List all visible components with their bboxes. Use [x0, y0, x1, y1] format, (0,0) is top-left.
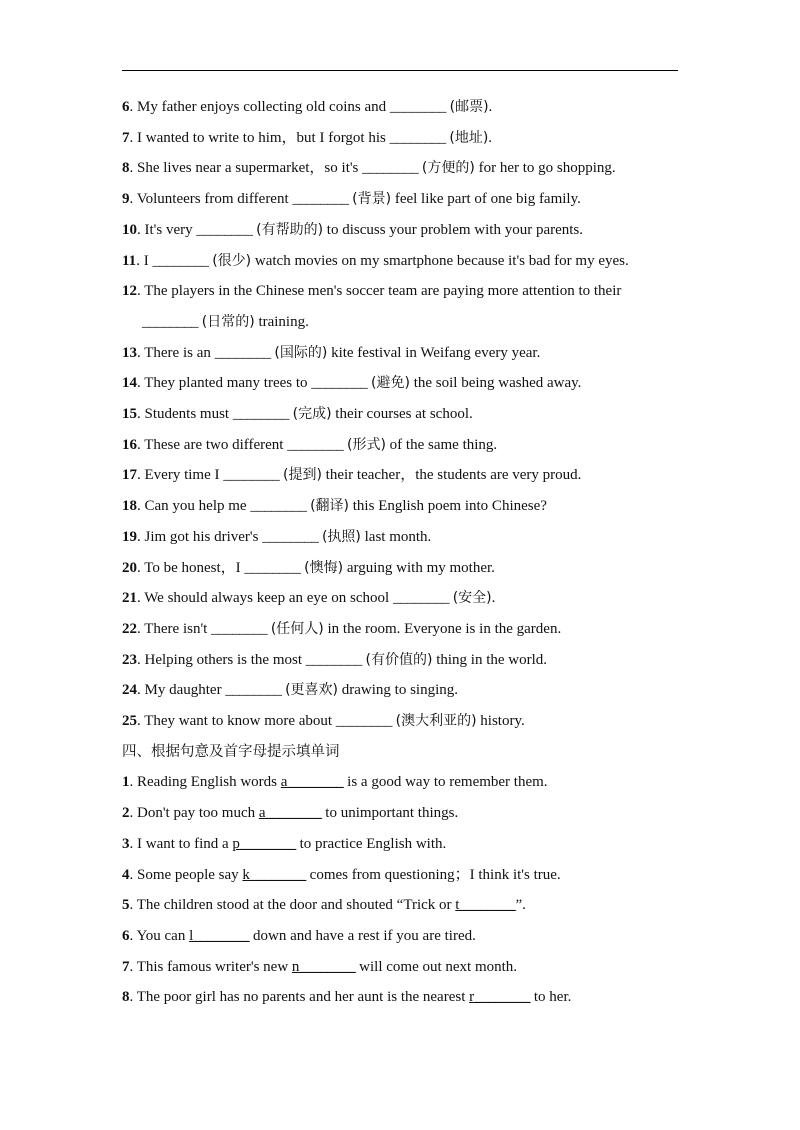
chinese-hint: (懊悔): [304, 559, 344, 576]
question-text: . My father enjoys collecting old coins and: [129, 99, 390, 115]
question-number: 18: [122, 498, 137, 515]
question-text: in the room. Everyone is in the garden.: [323, 620, 562, 637]
question-text: training.: [254, 313, 309, 330]
first-letter-hint: k: [242, 866, 250, 883]
question-text: watch movies on my smartphone because it's bad for my eyes.: [251, 252, 629, 269]
question-text: . They planted many trees to: [137, 375, 312, 392]
first-letter-hint: t: [455, 897, 460, 914]
answer-blank: ________: [196, 221, 253, 238]
answer-blank: ________: [392, 590, 449, 607]
question-row: [122, 982, 680, 1013]
chinese-hint: (很少): [212, 252, 252, 269]
question-text: . I: [136, 252, 153, 269]
answer-blank: ________: [239, 835, 296, 852]
answer-blank: ________: [225, 682, 282, 699]
first-letter-hint: r: [469, 989, 475, 1006]
part3-question-list: [122, 92, 680, 737]
question-row: [122, 921, 680, 952]
question-text: . This famous writer's new: [129, 958, 292, 975]
question-row: [122, 491, 680, 522]
question-text: . I want to find a: [129, 835, 233, 852]
question-text: comes from questioning；I think it's true.: [305, 866, 561, 883]
question-text: . Reading English words: [129, 774, 281, 791]
question-row: [122, 767, 680, 798]
question-text: . The children stood at the door and shouted “Trick or: [129, 897, 456, 914]
question-number: 8: [122, 160, 130, 177]
chinese-hint: (地址): [449, 129, 489, 146]
answer-blank: ________: [265, 805, 322, 822]
question-text: their teacher，the students are very proud.: [321, 467, 582, 484]
question-row: [122, 860, 680, 891]
answer-blank: ________: [299, 958, 356, 975]
question-text: .: [491, 590, 496, 607]
question-row: [122, 368, 680, 399]
answer-blank: ________: [287, 436, 344, 453]
chinese-hint: (邮票): [449, 99, 489, 115]
question-text: .: [488, 129, 493, 146]
question-text: kite festival in Weifang every year.: [327, 344, 541, 361]
question-number: 4: [122, 866, 130, 883]
question-row: [122, 276, 680, 337]
chinese-hint: (形式): [346, 436, 386, 453]
question-text: the soil being washed away.: [409, 375, 582, 392]
question-text: . Don't pay too much: [129, 805, 259, 822]
question-text: history.: [476, 713, 525, 730]
question-text: of the same thing.: [385, 436, 498, 453]
question-number: 1: [122, 774, 130, 791]
answer-blank: ________: [474, 989, 531, 1006]
first-letter-hint: p: [232, 835, 240, 852]
question-number: 16: [122, 436, 137, 453]
question-text: . These are two different: [137, 436, 288, 453]
question-row: [122, 583, 680, 614]
question-text: . Can you help me: [137, 498, 251, 515]
question-number: 8: [122, 989, 130, 1006]
question-text: . Students must: [137, 406, 233, 423]
question-text: . They want to know more about: [137, 713, 336, 730]
question-text: is a good way to remember them.: [343, 774, 548, 791]
answer-blank: ________: [232, 406, 289, 423]
question-number: 2: [122, 805, 130, 822]
question-text: . There isn't: [137, 620, 212, 637]
question-text: will come out next month.: [355, 958, 518, 975]
question-text: feel like part of one big family.: [391, 191, 581, 208]
letter-answer-blank: [455, 897, 515, 913]
question-text: . I wanted to write to him，but I forgot his: [129, 129, 390, 146]
answer-blank: ________: [335, 713, 392, 730]
first-letter-hint: a: [280, 774, 288, 791]
question-number: 7: [122, 958, 130, 975]
letter-answer-blank: [189, 928, 249, 944]
letter-answer-blank: [232, 836, 296, 852]
question-number: 6: [122, 99, 130, 115]
question-text: . The poor girl has no parents and her aunt is the nearest: [129, 989, 470, 1006]
chinese-hint: (澳大利亚的): [395, 713, 477, 730]
chinese-hint: (翻译): [310, 498, 350, 515]
question-text: drawing to singing.: [338, 682, 459, 699]
question-row: [122, 246, 680, 277]
question-row: [122, 338, 680, 369]
answer-blank: ________: [389, 129, 446, 146]
question-text: their courses at school.: [331, 406, 473, 423]
question-text: . Volunteers from different: [129, 191, 293, 208]
answer-blank: ________: [262, 528, 319, 545]
letter-answer-blank: [469, 989, 530, 1005]
part4-question-list: [122, 767, 680, 1013]
chinese-hint: (有价值的): [365, 651, 433, 668]
letter-answer-blank: [242, 867, 306, 883]
part4-section-title: 四、根据句意及首字母提示填单词: [122, 743, 340, 760]
question-number: 13: [122, 344, 137, 361]
question-text: for her to go shopping.: [474, 160, 616, 177]
first-letter-hint: a: [258, 805, 266, 822]
first-letter-hint: n: [291, 958, 300, 975]
question-number: 17: [122, 467, 137, 484]
question-number: 25: [122, 713, 137, 730]
answer-blank: ________: [389, 99, 446, 115]
question-text: . My daughter: [137, 682, 226, 699]
answer-blank: ________: [249, 866, 306, 883]
question-text: to discuss your problem with your parents.: [323, 221, 584, 238]
question-number: 10: [122, 221, 137, 238]
question-number: 14: [122, 375, 137, 392]
question-number: 11: [122, 252, 137, 269]
question-number: 23: [122, 651, 137, 668]
question-text: . Helping others is the most: [137, 651, 306, 668]
question-number: 15: [122, 406, 137, 423]
question-text: this English poem into Chinese?: [349, 498, 547, 515]
answer-blank: ________: [211, 620, 268, 637]
question-row: [122, 614, 680, 645]
question-text: thing in the world.: [432, 651, 548, 668]
question-number: 5: [122, 897, 130, 914]
chinese-hint: (更喜欢): [285, 682, 339, 699]
worksheet-content: [122, 92, 680, 1013]
question-text: . It's very: [137, 221, 197, 238]
chinese-hint: (避免): [371, 375, 410, 392]
question-text: . There is an: [137, 344, 215, 361]
question-text: to unimportant things.: [321, 805, 459, 822]
question-row: [122, 675, 680, 706]
question-text: . She lives near a supermarket，so it's: [129, 160, 363, 177]
letter-answer-blank: [281, 774, 344, 790]
answer-blank: ________: [250, 498, 307, 515]
question-row: [122, 460, 680, 491]
chinese-hint: (提到): [282, 467, 322, 484]
answer-blank: ________: [142, 313, 198, 330]
question-row: [122, 215, 680, 246]
answer-blank: ________: [152, 252, 209, 269]
question-number: 12: [122, 283, 137, 300]
question-text: . The players in the Chinese men's soccer team are paying more attention to their: [137, 283, 622, 300]
question-number: 19: [122, 528, 137, 545]
answer-blank: ________: [287, 774, 344, 791]
question-number: 24: [122, 682, 137, 699]
answer-blank: ________: [305, 651, 362, 668]
question-number: 7: [122, 129, 130, 146]
answer-blank: ________: [223, 467, 280, 484]
question-row: [122, 706, 680, 737]
first-letter-hint: l: [189, 927, 194, 944]
question-text: . To be honest，I: [137, 559, 245, 576]
answer-blank: ________: [459, 897, 516, 914]
question-text: to her.: [530, 989, 572, 1006]
answer-blank: ________: [244, 559, 301, 576]
chinese-hint: (完成): [292, 406, 332, 423]
question-row: [122, 399, 680, 430]
question-row: [122, 553, 680, 584]
question-text: . Some people say: [129, 866, 243, 883]
question-number: 3: [122, 835, 130, 852]
chinese-hint: (有帮助的): [256, 221, 324, 238]
question-row: [122, 153, 680, 184]
question-row: [122, 952, 680, 983]
answer-blank: ________: [311, 375, 368, 392]
answer-blank: ________: [362, 160, 419, 177]
question-number: 22: [122, 620, 137, 637]
question-text: .: [488, 99, 493, 115]
question-number: 6: [122, 927, 130, 944]
question-text: to practice English with.: [295, 835, 447, 852]
question-row: [122, 829, 680, 860]
question-text: . You can: [129, 927, 190, 944]
question-number: 9: [122, 191, 130, 208]
chinese-hint: (方便的): [421, 160, 475, 177]
chinese-hint: (国际的): [274, 344, 328, 361]
question-text: down and have a rest if you are tired.: [249, 927, 476, 944]
question-continuation: [122, 307, 680, 338]
chinese-hint: (安全): [452, 590, 492, 607]
answer-blank: ________: [214, 344, 271, 361]
chinese-hint: (背景): [352, 191, 392, 208]
letter-answer-blank: [259, 805, 322, 821]
question-text: . Jim got his driver's: [137, 528, 263, 545]
question-number: 20: [122, 559, 137, 576]
question-row: [122, 645, 680, 676]
question-text: arguing with my mother.: [343, 559, 495, 576]
answer-blank: ________: [292, 191, 349, 208]
header-rule: [122, 70, 678, 71]
question-row: [122, 92, 680, 123]
question-row: [122, 184, 680, 215]
answer-blank: ________: [193, 927, 250, 944]
letter-answer-blank: [292, 959, 356, 975]
question-row: [122, 890, 680, 921]
question-text: . We should always keep an eye on school: [137, 590, 393, 607]
question-number: 21: [122, 590, 137, 607]
chinese-hint: (执照): [321, 528, 361, 545]
chinese-hint: (日常的): [201, 313, 255, 330]
question-row: [122, 430, 680, 461]
question-text: last month.: [360, 528, 432, 545]
question-row: [122, 798, 680, 829]
chinese-hint: (任何人): [270, 620, 324, 637]
question-row: [122, 522, 680, 553]
question-text: ”.: [515, 897, 526, 914]
question-text: . Every time I: [137, 467, 224, 484]
question-row: [122, 123, 680, 154]
